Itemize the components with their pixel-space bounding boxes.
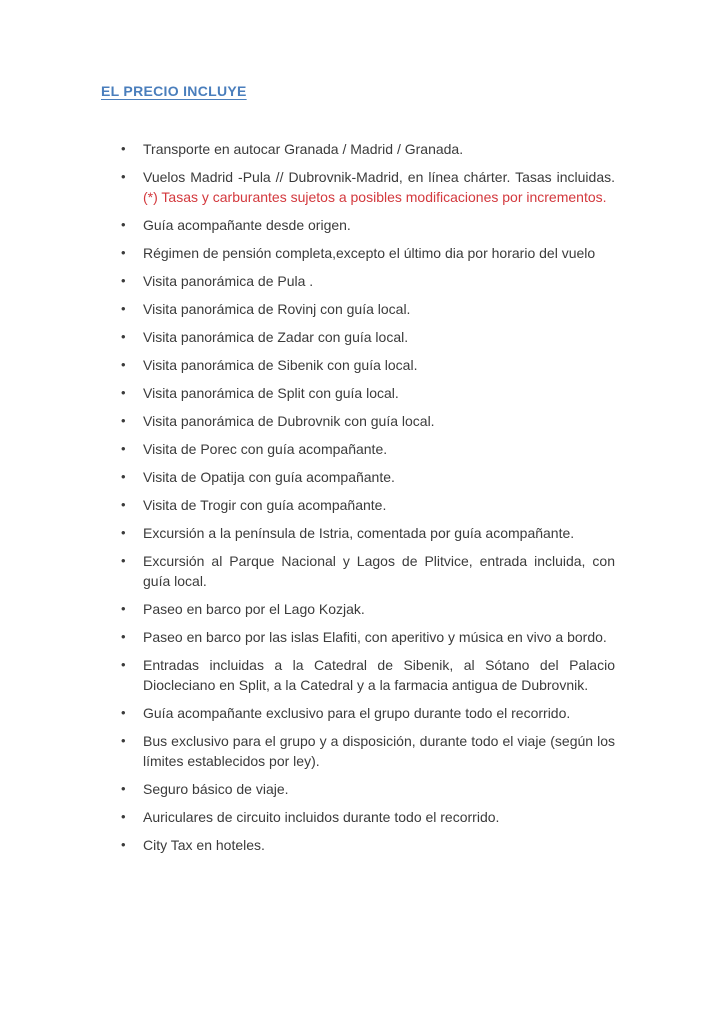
list-item: [121, 355, 615, 375]
list-item: [121, 327, 615, 347]
list-item: [121, 807, 615, 827]
item-text: Visita panorámica de Pula .: [143, 273, 314, 289]
item-text: Paseo en barco por las islas Elafiti, con aperitivo y música en vivo a bordo.: [143, 629, 607, 645]
bullet-icon: •: [121, 733, 126, 748]
bullet-icon: •: [121, 169, 126, 184]
list-item: [121, 271, 615, 291]
list-item: [121, 439, 615, 459]
bullet-icon: •: [121, 357, 126, 372]
list-item: [121, 627, 615, 647]
item-text: Visita panorámica de Dubrovnik con guía local.: [143, 413, 435, 429]
bullet-icon: •: [121, 385, 126, 400]
bullet-icon: •: [121, 217, 126, 232]
bullet-icon: •: [121, 837, 126, 852]
item-text: Auriculares de circuito incluidos durante todo el recorrido.: [143, 809, 500, 825]
bullet-icon: •: [121, 141, 126, 156]
bullet-icon: •: [121, 441, 126, 456]
list-item: [121, 703, 615, 723]
bullet-icon: •: [121, 301, 126, 316]
list-item: [121, 523, 615, 543]
bullet-icon: •: [121, 553, 126, 568]
list-item: [121, 299, 615, 319]
item-text: Visita panorámica de Split con guía local.: [143, 385, 399, 401]
bullet-icon: •: [121, 525, 126, 540]
item-text: Visita panorámica de Zadar con guía local.: [143, 329, 409, 345]
item-text: Régimen de pensión completa,excepto el último dia por horario del vuelo: [143, 245, 596, 261]
item-highlight-text: (*) Tasas y carburantes sujetos a posibles modificaciones por incrementos.: [143, 189, 607, 205]
item-text: City Tax en hoteles.: [143, 837, 265, 853]
item-text: Seguro básico de viaje.: [143, 781, 289, 797]
list-item: [121, 411, 615, 431]
list-item: [121, 551, 615, 591]
list-item: [121, 383, 615, 403]
item-text: Excursión a la península de Istria, comentada por guía acompañante.: [143, 525, 575, 541]
bullet-icon: •: [121, 245, 126, 260]
item-text: Guía acompañante desde origen.: [143, 217, 351, 233]
bullet-icon: •: [121, 601, 126, 616]
bullet-icon: •: [121, 657, 126, 672]
list-item: [121, 139, 615, 159]
item-text: Visita panorámica de Sibenik con guía local.: [143, 357, 418, 373]
item-text: Excursión al Parque Nacional y Lagos de Plitvice, entrada incluida, con guía local.: [143, 553, 615, 589]
list-item: [121, 167, 615, 207]
item-text: Bus exclusivo para el grupo y a disposición, durante todo el viaje (según los límites establecidos por ley).: [143, 733, 615, 769]
list-item: [121, 215, 615, 235]
list-item: [121, 495, 615, 515]
bullet-icon: •: [121, 781, 126, 796]
item-text: Transporte en autocar Granada / Madrid / Granada.: [143, 141, 464, 157]
bullet-icon: •: [121, 629, 126, 644]
bullet-icon: •: [121, 497, 126, 512]
bullet-icon: •: [121, 469, 126, 484]
item-text: Vuelos Madrid -Pula // Dubrovnik-Madrid, en línea chárter. Tasas incluidas.: [143, 169, 615, 185]
bullet-icon: •: [121, 809, 126, 824]
item-text: Visita de Porec con guía acompañante.: [143, 441, 388, 457]
item-text: Guía acompañante exclusivo para el grupo durante todo el recorrido.: [143, 705, 571, 721]
item-text: Visita panorámica de Rovinj con guía local.: [143, 301, 411, 317]
price-includes-list: [121, 139, 615, 863]
bullet-icon: •: [121, 705, 126, 720]
page-title: EL PRECIO INCLUYE: [101, 83, 247, 99]
bullet-icon: •: [121, 273, 126, 288]
item-text: Entradas incluidas a la Catedral de Sibenik, al Sótano del Palacio Diocleciano en Split, a la Catedral y a la farmacia antigua de Dubrovnik.: [143, 657, 615, 693]
list-item: [121, 467, 615, 487]
list-item: [121, 243, 615, 263]
list-item: [121, 779, 615, 799]
item-text: Visita de Opatija con guía acompañante.: [143, 469, 395, 485]
item-text: Visita de Trogir con guía acompañante.: [143, 497, 387, 513]
item-text: Paseo en barco por el Lago Kozjak.: [143, 601, 365, 617]
bullet-icon: •: [121, 413, 126, 428]
list-item: [121, 655, 615, 695]
list-item: [121, 835, 615, 855]
list-item: [121, 599, 615, 619]
list-item: [121, 731, 615, 771]
bullet-icon: •: [121, 329, 126, 344]
